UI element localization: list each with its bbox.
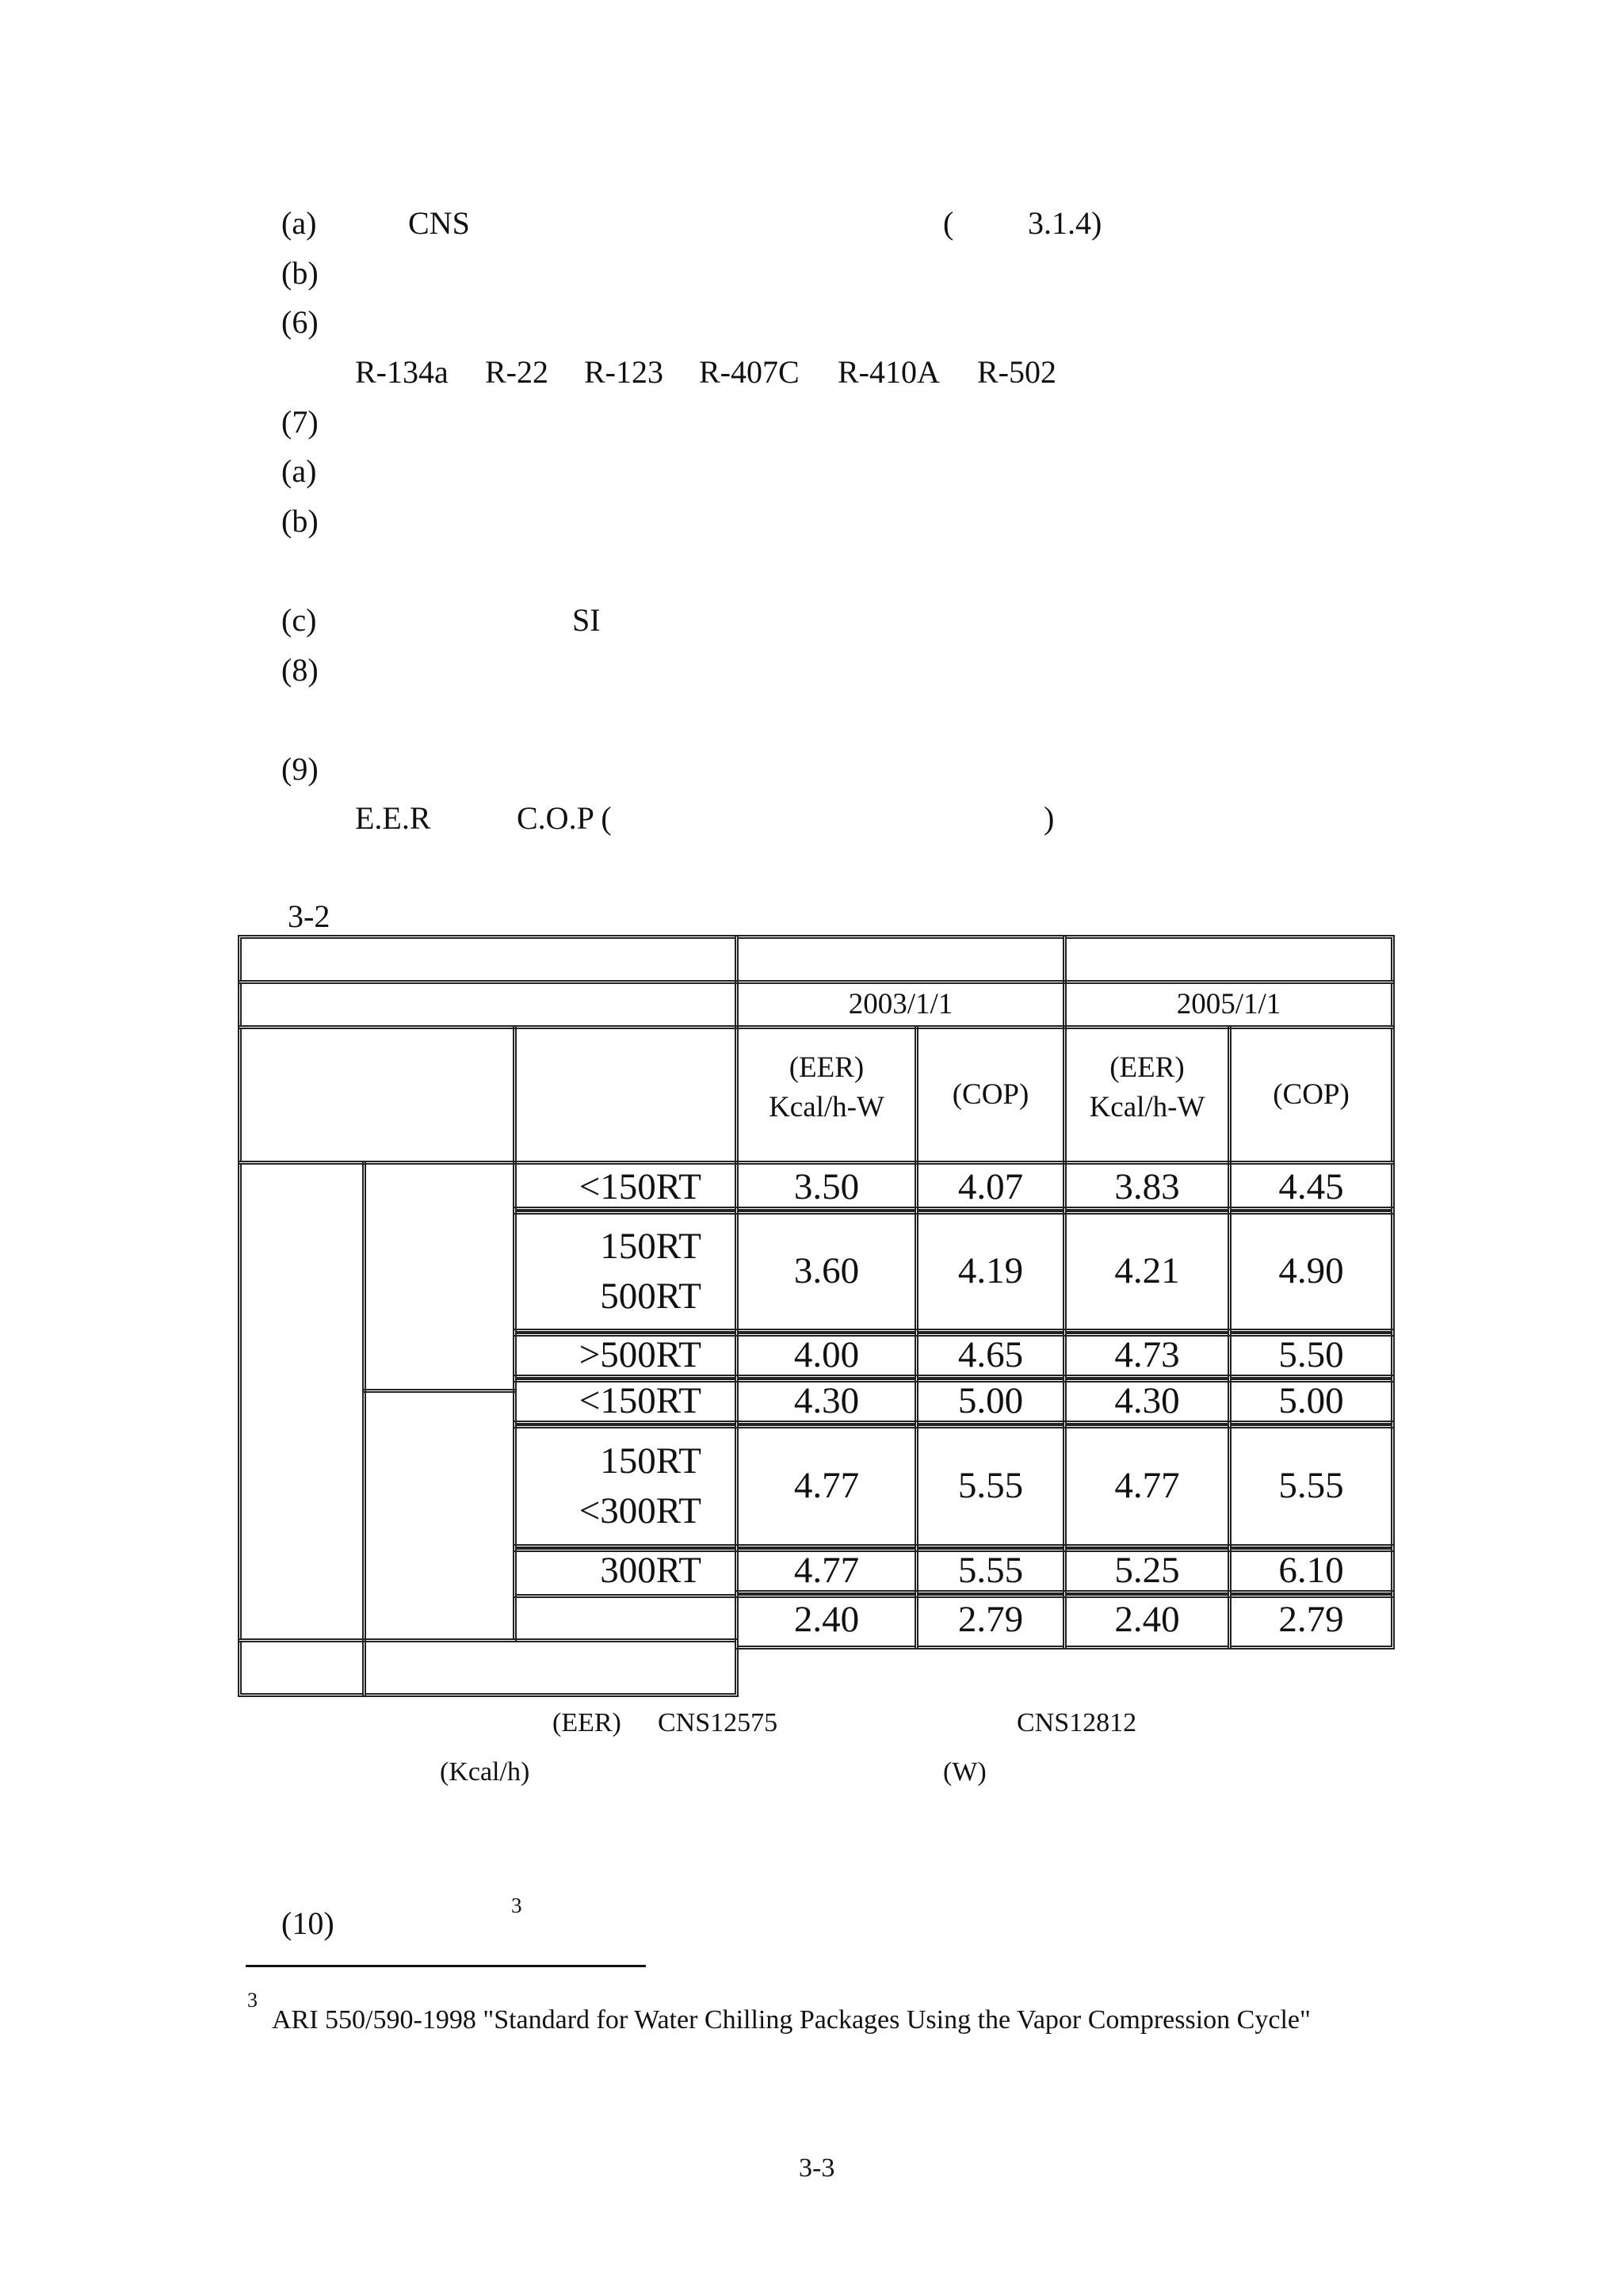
size-label: 150RT — [600, 1225, 701, 1267]
item-a-label: (a) — [281, 205, 317, 241]
size-cell — [513, 1207, 739, 1337]
value-cell — [915, 1207, 1067, 1337]
size-label: 300RT — [600, 1550, 701, 1592]
value-cell — [735, 1207, 918, 1337]
size-label: <150RT — [579, 1166, 701, 1208]
cop-header: (COP) — [1273, 1078, 1350, 1112]
date-2005: 2005/1/1 — [1176, 988, 1281, 1021]
value-text: 4.90 — [1278, 1250, 1344, 1292]
refrigerant-3: R-123 — [584, 354, 663, 390]
value-text: 3.60 — [793, 1250, 860, 1292]
efficiency-table — [238, 935, 1395, 1697]
value-cell — [1063, 1421, 1232, 1552]
eer-unit: Kcal/h-W — [769, 1090, 884, 1123]
cop-text: C.O.P ( — [517, 800, 612, 836]
note-eer: (EER) — [552, 1708, 621, 1737]
value-cell — [915, 1590, 1067, 1650]
value-text: 5.25 — [1114, 1550, 1180, 1592]
header-cell-blank — [513, 1025, 739, 1165]
value-cell — [1228, 1590, 1395, 1650]
item-c-label: (c) — [281, 602, 317, 638]
size-label-2: <300RT — [579, 1490, 701, 1531]
note-cns12812: CNS12812 — [1017, 1708, 1137, 1737]
size-cell — [513, 1544, 739, 1598]
eer-unit: Kcal/h-W — [1089, 1090, 1205, 1123]
footnote-text: ARI 550/590-1998 "Standard for Water Chilling Packages Using the Vapor Compression Cycle" — [272, 2005, 1311, 2035]
size-label-2: 500RT — [600, 1276, 701, 1317]
size-label: 150RT — [600, 1440, 701, 1482]
eer-header: (EER) — [1109, 1051, 1185, 1084]
item-7-label: (7) — [281, 404, 319, 440]
cns-text: CNS — [408, 205, 470, 241]
item-a2-label: (a) — [281, 453, 317, 489]
refrigerant-2: R-22 — [485, 354, 548, 390]
date-2003: 2003/1/1 — [848, 988, 953, 1021]
header-cell-2003 — [735, 980, 1067, 1029]
table-caption: 3-2 — [288, 898, 330, 934]
value-text: 3.50 — [793, 1166, 860, 1208]
value-text: 5.00 — [957, 1380, 1024, 1422]
item-10-label: (10) — [281, 1905, 334, 1941]
refrigerant-5: R-410A — [838, 354, 940, 390]
header-cell-eer — [1063, 1025, 1232, 1165]
si-text: SI — [572, 602, 601, 638]
header-cell-cop — [915, 1025, 1067, 1165]
item-6-label: (6) — [281, 304, 319, 340]
item-b-label: (b) — [281, 255, 319, 291]
header-cell-blank — [238, 980, 739, 1029]
value-cell — [1228, 1207, 1395, 1337]
value-text: 4.19 — [957, 1250, 1024, 1292]
value-text: 5.55 — [957, 1550, 1024, 1592]
value-text: 4.30 — [1114, 1380, 1180, 1422]
note-kcal: (Kcal/h) — [440, 1757, 530, 1787]
item-8-label: (8) — [281, 652, 319, 688]
eer-text: E.E.R — [355, 800, 431, 836]
refrigerant-4: R-407C — [699, 354, 800, 390]
value-text: 6.10 — [1278, 1550, 1344, 1592]
size-cell — [513, 1421, 739, 1552]
category-cell — [238, 1638, 366, 1697]
value-text: 4.77 — [793, 1550, 860, 1592]
value-text: 5.50 — [1278, 1334, 1344, 1376]
value-text: 4.65 — [957, 1334, 1024, 1376]
value-cell — [735, 1590, 918, 1650]
value-text: 2.79 — [957, 1598, 1024, 1640]
value-cell — [735, 1421, 918, 1552]
value-text: 2.40 — [1114, 1598, 1180, 1640]
refrigerant-6: R-502 — [977, 354, 1056, 390]
subcategory-cell — [362, 1638, 739, 1697]
value-text: 4.21 — [1114, 1250, 1180, 1292]
subcategory-cell — [362, 1389, 517, 1642]
header-cell-blank — [735, 935, 1067, 984]
value-text: 4.77 — [793, 1465, 860, 1507]
value-text: 4.77 — [1114, 1465, 1180, 1507]
header-cell-blank — [238, 1025, 517, 1165]
value-text: 2.79 — [1278, 1598, 1344, 1640]
value-cell — [1063, 1207, 1232, 1337]
value-cell — [1063, 1590, 1232, 1650]
value-text: 5.55 — [957, 1465, 1024, 1507]
header-cell-blank — [1063, 935, 1395, 984]
header-cell-blank — [238, 935, 739, 984]
footnote-rule — [246, 1965, 646, 1967]
page-number: 3-3 — [799, 2153, 835, 2183]
value-cell — [915, 1421, 1067, 1552]
cop-header: (COP) — [952, 1078, 1029, 1112]
footnote-marker: 3 — [247, 1989, 258, 2012]
subcategory-cell — [362, 1161, 517, 1393]
value-cell — [1228, 1421, 1395, 1552]
value-text: 4.30 — [793, 1380, 860, 1422]
header-cell-2005 — [1063, 980, 1395, 1029]
value-text: 4.73 — [1114, 1334, 1180, 1376]
header-cell-eer — [735, 1025, 918, 1165]
item-9-label: (9) — [281, 751, 319, 787]
value-text: 5.00 — [1278, 1380, 1344, 1422]
refrigerant-1: R-134a — [355, 354, 449, 390]
close-paren: ) — [1044, 800, 1055, 836]
eer-header: (EER) — [789, 1051, 865, 1084]
header-cell-cop — [1228, 1025, 1395, 1165]
value-text: 4.45 — [1278, 1166, 1344, 1208]
size-label: <150RT — [579, 1380, 701, 1422]
item-b2-label: (b) — [281, 503, 319, 539]
value-text: 2.40 — [793, 1598, 860, 1640]
open-paren: ( — [943, 205, 954, 241]
footnote-ref: 3 — [511, 1894, 522, 1917]
note-cns12575: CNS12575 — [658, 1708, 778, 1737]
note-w: (W) — [943, 1757, 987, 1787]
value-text: 4.07 — [957, 1166, 1024, 1208]
value-text: 4.00 — [793, 1334, 860, 1376]
section-ref: 3.1.4) — [1028, 205, 1102, 241]
value-text: 5.55 — [1278, 1465, 1344, 1507]
size-label: >500RT — [579, 1334, 701, 1376]
value-text: 3.83 — [1114, 1166, 1180, 1208]
category-cell — [238, 1161, 366, 1642]
